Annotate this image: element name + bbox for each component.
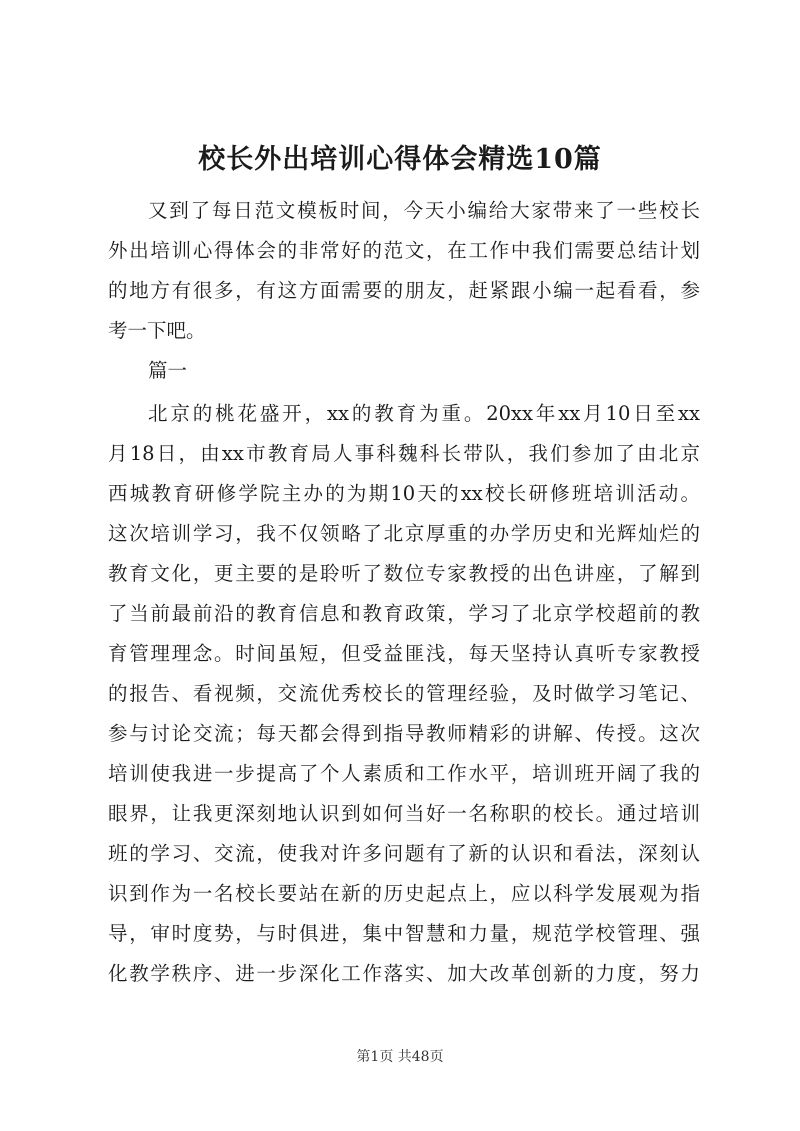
intro-line-3: 的地方有很多，有这方面需要的朋友，赶紧跟小编一起看看，参: [108, 279, 700, 302]
body-line: 化教学秩序、进一步深化工作落实、加大改革创新的力度，努力: [108, 962, 700, 985]
body-line: 培训使我进一步提高了个人素质和工作水平，培训班开阔了我的: [108, 762, 700, 785]
intro-line-2: 外出培训心得体会的非常好的范文，在工作中我们需要总结计划: [108, 239, 700, 262]
body-line: 眼界，让我更深刻地认识到如何当好一名称职的校长。通过培训: [108, 802, 700, 825]
body-line: 育管理理念。时间虽短，但受益匪浅，每天坚持认真听专家教授: [108, 642, 700, 665]
body-line: 班的学习、交流，使我对许多问题有了新的认识和看法，深刻认: [108, 842, 700, 865]
body-line: 教育文化，更主要的是聆听了数位专家教授的出色讲座，了解到: [108, 562, 700, 585]
body-line: 西城教育研修学院主办的为期10天的xx校长研修班培训活动。: [108, 482, 700, 505]
section-heading: 篇一: [148, 359, 188, 382]
body-line: 北京的桃花盛开，xx的教育为重。20xx年xx月10日至xx: [148, 402, 700, 425]
document-title: 校长外出培训心得体会精选10篇: [198, 144, 602, 175]
body-line: 这次培训学习，我不仅领略了北京厚重的办学历史和光辉灿烂的: [108, 522, 700, 545]
body-line: 月18日，由xx市教育局人事科魏科长带队，我们参加了由北京: [108, 442, 700, 465]
page-indicator: 第1页 共48页: [356, 1049, 444, 1065]
intro-line-1: 又到了每日范文模板时间，今天小编给大家带来了一些校长: [148, 199, 700, 222]
body-line: 识到作为一名校长要站在新的历史起点上，应以科学发展观为指: [108, 882, 700, 905]
intro-line-4: 考一下吧。: [108, 319, 206, 342]
body-line: 导，审时度势，与时俱进，集中智慧和力量，规范学校管理、强: [108, 922, 700, 945]
body-line: 的报告、看视频，交流优秀校长的管理经验，及时做学习笔记、: [108, 682, 700, 705]
body-line: 了当前最前沿的教育信息和教育政策，学习了北京学校超前的教: [108, 602, 700, 625]
body-line: 参与讨论交流；每天都会得到指导教师精彩的讲解、传授。这次: [108, 722, 700, 745]
